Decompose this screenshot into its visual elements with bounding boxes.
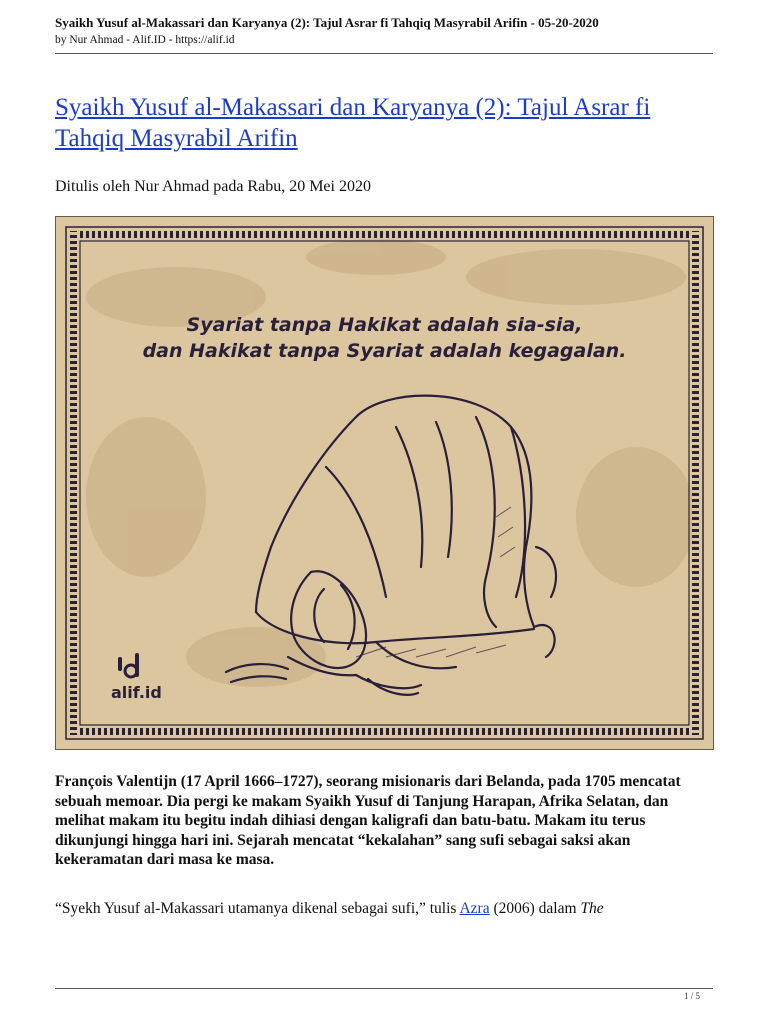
brand-logo-text: alif.id bbox=[111, 683, 162, 702]
quote-line-2: dan Hakikat tanpa Syariat adalah kegagalan. bbox=[142, 340, 627, 362]
lead-paragraph: François Valentijn (17 April 1666–1727), seorang misionaris dari Belanda, pada 1705 mencatat sebuah memoar. Dia pergi ke makam Syaikh Yusuf di Tanjung Harapan, Afrika Selatan, dan melihat makam itu begitu indah dihiasi dengan kaligrafi dan batu-batu. Makam itu terus dikunjungi hingga hari ini. Sejarah mencatat “kekalahan” sang sufi sebagai saksi akan kekeramatan dari masa ke masa. bbox=[55, 773, 681, 868]
pdf-header-title: Syaikh Yusuf al-Makassari dan Karyanya (2): Tajul Asrar fi Tahqiq Masyrabil Arifin - 05-20-2020 bbox=[55, 15, 599, 30]
illustration-graphic bbox=[56, 217, 713, 749]
article-title-link[interactable]: Syaikh Yusuf al-Makassari dan Karyanya (2): Tajul Asrar fi Tahqiq Masyrabil Arifin bbox=[55, 94, 651, 152]
quote-line-1: Syariat tanpa Hakikat adalah sia-sia, bbox=[186, 314, 583, 336]
body-paragraph bbox=[55, 899, 720, 919]
alif-logo-icon bbox=[118, 653, 139, 677]
article-byline: Ditulis oleh Nur Ahmad pada Rabu, 20 Mei 2020 bbox=[55, 178, 371, 195]
pdf-header-byline: by Nur Ahmad - Alif.ID - https://alif.id bbox=[55, 34, 235, 46]
paragraph-text-1: “Syekh Yusuf al-Makassari utamanya dikenal sebagai sufi,” tulis bbox=[55, 900, 460, 917]
paragraph-italic-text: The bbox=[580, 900, 604, 917]
paper-stains bbox=[86, 239, 696, 687]
page-number: 1 / 5 bbox=[683, 991, 700, 1001]
article-illustration bbox=[55, 216, 714, 750]
header-divider bbox=[55, 53, 713, 54]
footer-divider bbox=[55, 988, 713, 989]
paragraph-text-2: (2006) dalam bbox=[489, 900, 581, 917]
azra-link[interactable]: Azra bbox=[459, 900, 490, 917]
